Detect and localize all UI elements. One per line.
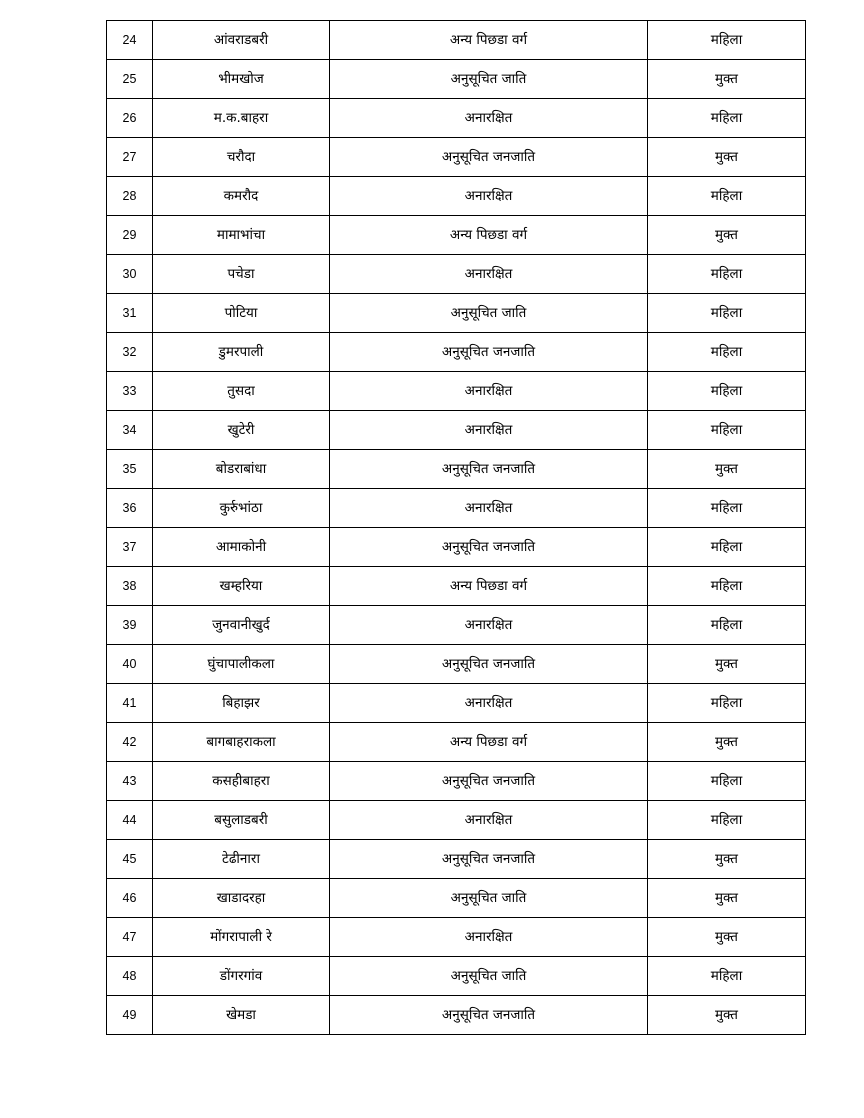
table-row [107,723,806,762]
reservation-category-cell: अन्य पिछडा वर्ग [330,216,648,255]
seat-type-cell: मुक्त [648,138,806,177]
reservation-category-cell: अनुसूचित जाति [330,60,648,99]
village-name-cell: मामाभांचा [153,216,330,255]
seat-type-cell: महिला [648,957,806,996]
serial-number-cell: 46 [107,879,153,918]
serial-number-cell: 45 [107,840,153,879]
serial-number-cell: 49 [107,996,153,1035]
table-row [107,294,806,333]
reservation-category-cell: अनुसूचित जनजाति [330,996,648,1035]
reservation-category-cell: अनारक्षित [330,801,648,840]
table-row [107,762,806,801]
table-row [107,489,806,528]
serial-number-cell: 39 [107,606,153,645]
serial-number-cell: 44 [107,801,153,840]
seat-type-cell: मुक्त [648,840,806,879]
table-row [107,801,806,840]
serial-number-cell: 37 [107,528,153,567]
seat-type-cell: मुक्त [648,450,806,489]
seat-type-cell: महिला [648,177,806,216]
seat-type-cell: मुक्त [648,996,806,1035]
table-row [107,138,806,177]
village-name-cell: डुमरपाली [153,333,330,372]
reservation-category-cell: अनुसूचित जनजाति [330,840,648,879]
village-name-cell: पचेडा [153,255,330,294]
village-name-cell: बसुलाडबरी [153,801,330,840]
seat-type-cell: महिला [648,255,806,294]
serial-number-cell: 32 [107,333,153,372]
village-name-cell: कसहीबाहरा [153,762,330,801]
reservation-category-cell: अनुसूचित जनजाति [330,528,648,567]
table-row [107,606,806,645]
seat-type-cell: महिला [648,411,806,450]
reservation-category-cell: अनारक्षित [330,177,648,216]
village-name-cell: घुंचापालीकला [153,645,330,684]
reservation-category-cell: अन्य पिछडा वर्ग [330,723,648,762]
village-name-cell: बिहाझर [153,684,330,723]
serial-number-cell: 31 [107,294,153,333]
seat-type-cell: महिला [648,528,806,567]
village-name-cell: खाडादरहा [153,879,330,918]
reservation-category-cell: अनुसूचित जनजाति [330,138,648,177]
serial-number-cell: 24 [107,21,153,60]
reservation-category-cell: अनुसूचित जाति [330,294,648,333]
reservation-category-cell: अनुसूचित जनजाति [330,333,648,372]
reservation-category-cell: अनुसूचित जनजाति [330,645,648,684]
serial-number-cell: 28 [107,177,153,216]
serial-number-cell: 25 [107,60,153,99]
serial-number-cell: 47 [107,918,153,957]
table-row [107,996,806,1035]
serial-number-cell: 36 [107,489,153,528]
serial-number-cell: 48 [107,957,153,996]
seat-type-cell: महिला [648,489,806,528]
reservation-category-cell: अनुसूचित जनजाति [330,450,648,489]
reservation-category-cell: अनारक्षित [330,411,648,450]
seat-type-cell: महिला [648,21,806,60]
table-row [107,216,806,255]
seat-type-cell: महिला [648,684,806,723]
reservation-category-cell: अनारक्षित [330,606,648,645]
seat-type-cell: मुक्त [648,645,806,684]
seat-type-cell: महिला [648,567,806,606]
table-row [107,879,806,918]
village-name-cell: कमरौद [153,177,330,216]
table-row [107,177,806,216]
table-row [107,411,806,450]
table-row [107,372,806,411]
reservation-category-cell: अन्य पिछडा वर्ग [330,567,648,606]
seat-type-cell: मुक्त [648,879,806,918]
seat-type-cell: महिला [648,606,806,645]
serial-number-cell: 30 [107,255,153,294]
reservation-category-cell: अनारक्षित [330,372,648,411]
table-row [107,840,806,879]
serial-number-cell: 41 [107,684,153,723]
seat-type-cell: मुक्त [648,723,806,762]
table-row [107,957,806,996]
seat-type-cell: महिला [648,294,806,333]
table-row [107,333,806,372]
village-name-cell: डोंगरगांव [153,957,330,996]
village-name-cell: तुसदा [153,372,330,411]
reservation-category-cell: अनारक्षित [330,489,648,528]
seat-type-cell: महिला [648,372,806,411]
village-name-cell: मोंगरापाली रे [153,918,330,957]
table-row [107,21,806,60]
serial-number-cell: 38 [107,567,153,606]
seat-type-cell: महिला [648,801,806,840]
village-name-cell: चरौदा [153,138,330,177]
village-name-cell: बागबाहराकला [153,723,330,762]
village-name-cell: बोडराबांधा [153,450,330,489]
serial-number-cell: 42 [107,723,153,762]
village-name-cell: पोटिया [153,294,330,333]
table-row [107,99,806,138]
table-row [107,684,806,723]
seat-type-cell: मुक्त [648,918,806,957]
seat-type-cell: महिला [648,762,806,801]
reservation-category-cell: अनुसूचित जनजाति [330,762,648,801]
village-name-cell: भीमखोज [153,60,330,99]
village-name-cell: टेढीनारा [153,840,330,879]
village-name-cell: म.क.बाहरा [153,99,330,138]
reservation-category-cell: अनारक्षित [330,918,648,957]
serial-number-cell: 34 [107,411,153,450]
table-body [107,21,806,1035]
serial-number-cell: 26 [107,99,153,138]
village-name-cell: कुर्रुभांठा [153,489,330,528]
reservation-category-cell: अन्य पिछडा वर्ग [330,21,648,60]
reservation-category-cell: अनारक्षित [330,684,648,723]
village-name-cell: आंवराडबरी [153,21,330,60]
table-row [107,60,806,99]
table-row [107,528,806,567]
serial-number-cell: 27 [107,138,153,177]
reservation-category-cell: अनारक्षित [330,255,648,294]
table-row [107,645,806,684]
reservation-table [106,20,806,1035]
serial-number-cell: 35 [107,450,153,489]
reservation-category-cell: अनुसूचित जाति [330,957,648,996]
table-row [107,918,806,957]
table-row [107,255,806,294]
village-name-cell: खुटेरी [153,411,330,450]
reservation-category-cell: अनुसूचित जाति [330,879,648,918]
serial-number-cell: 29 [107,216,153,255]
reservation-category-cell: अनारक्षित [330,99,648,138]
serial-number-cell: 43 [107,762,153,801]
seat-type-cell: मुक्त [648,60,806,99]
seat-type-cell: महिला [648,333,806,372]
village-name-cell: जुनवानीखुर्द [153,606,330,645]
serial-number-cell: 40 [107,645,153,684]
serial-number-cell: 33 [107,372,153,411]
village-name-cell: खेमडा [153,996,330,1035]
table-row [107,450,806,489]
village-name-cell: आमाकोनी [153,528,330,567]
seat-type-cell: मुक्त [648,216,806,255]
village-name-cell: खम्हरिया [153,567,330,606]
table-row [107,567,806,606]
seat-type-cell: महिला [648,99,806,138]
